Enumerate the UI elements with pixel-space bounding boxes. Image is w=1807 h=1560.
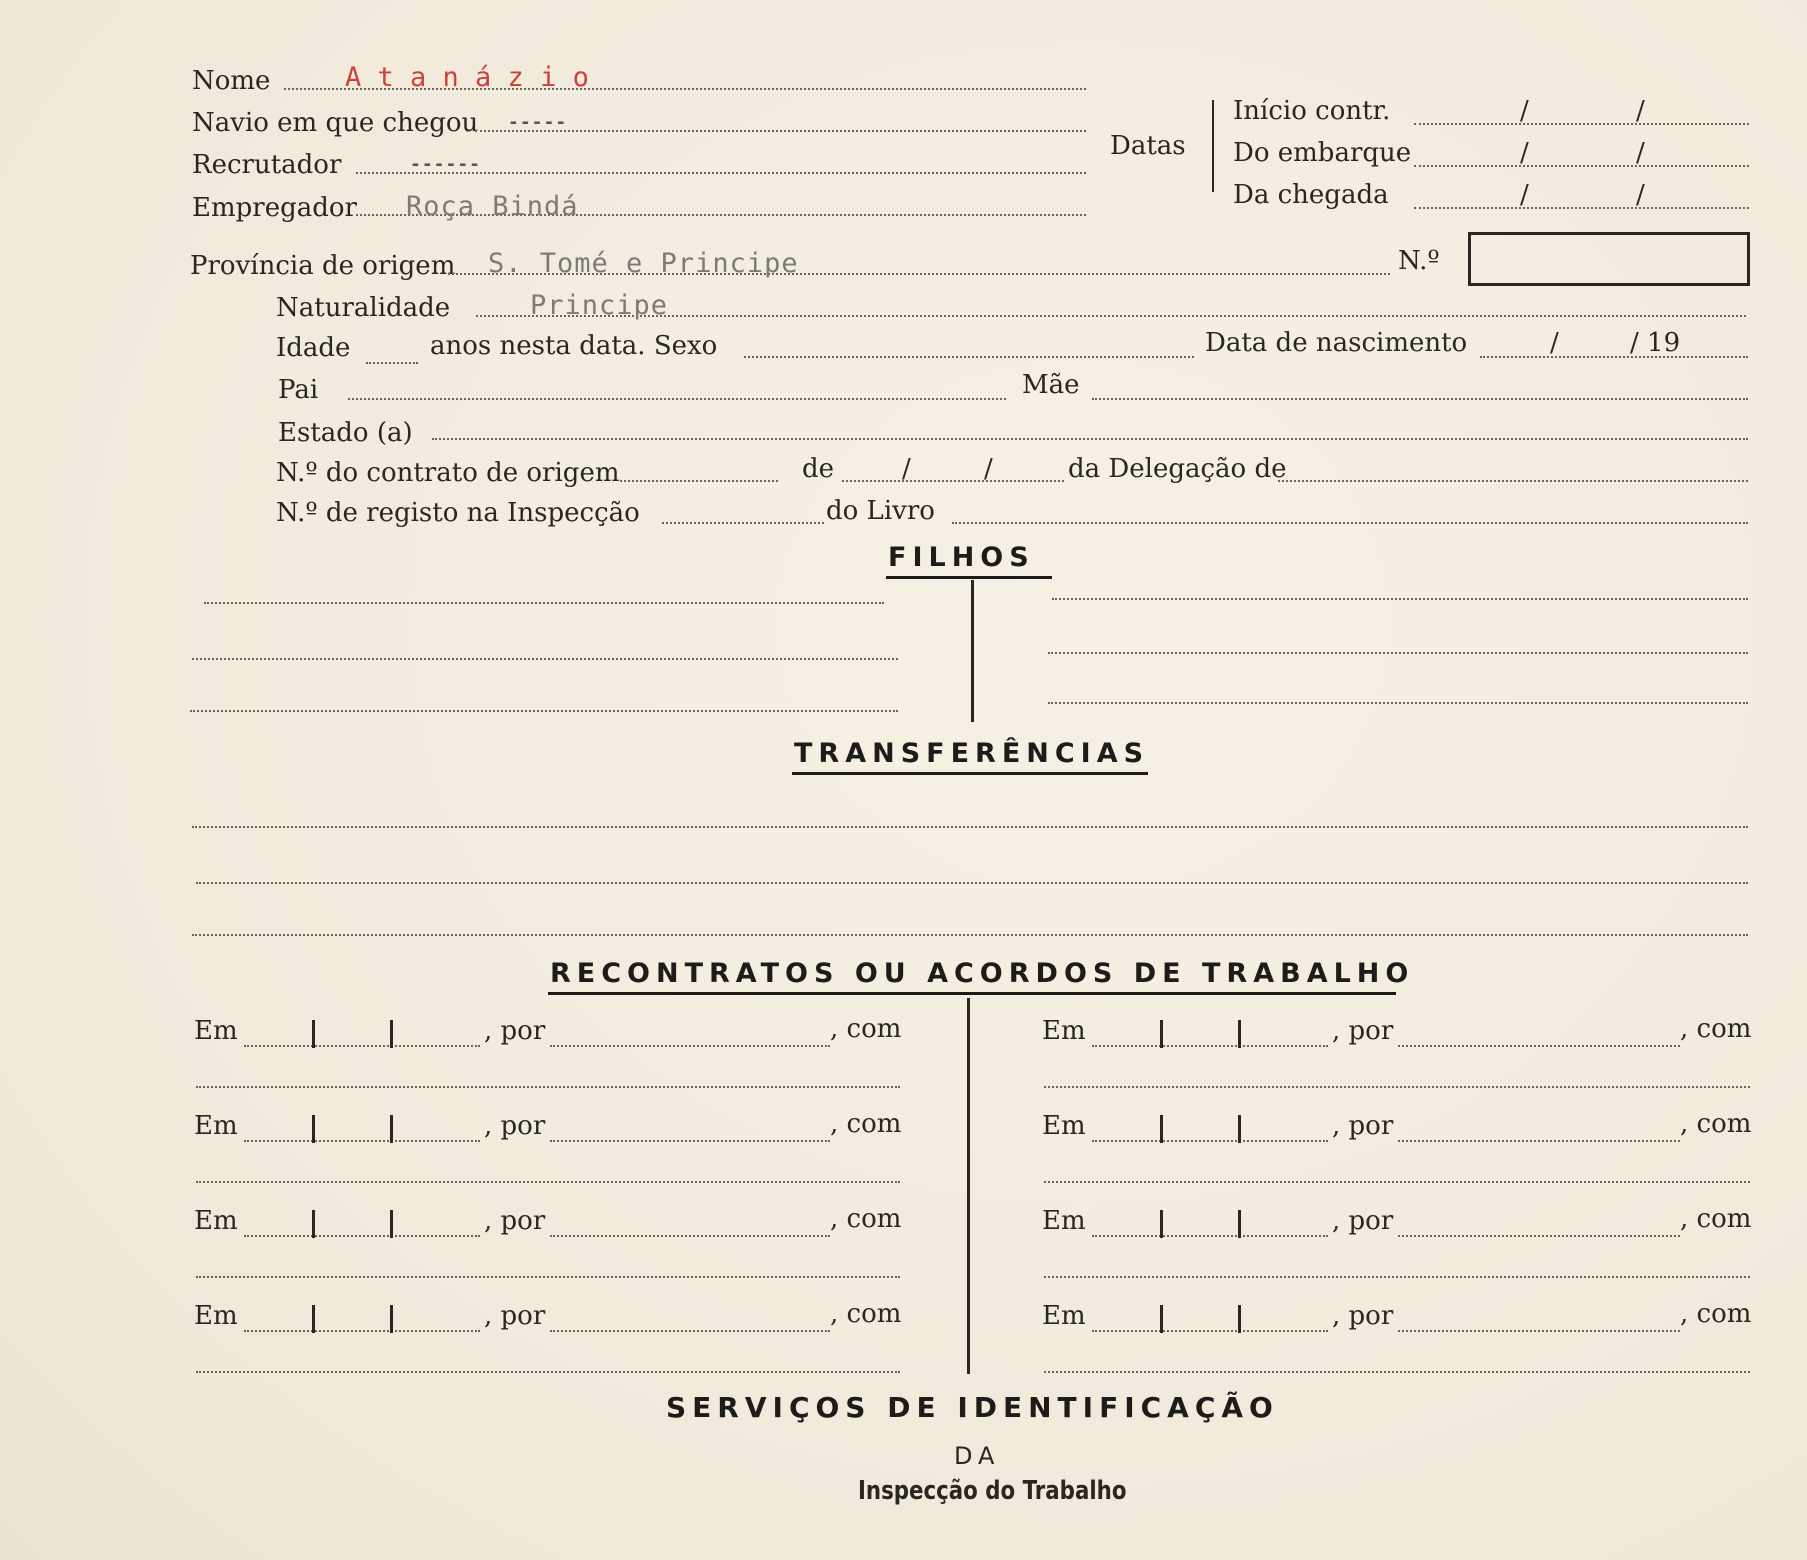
registo-line xyxy=(662,522,824,524)
recontrato-em-left-3: Em xyxy=(194,1206,238,1236)
recontratos-underline xyxy=(548,992,1396,995)
recontrato-sep-2-right-3 xyxy=(1238,1210,1241,1238)
contrato-slash-2: / xyxy=(984,454,993,484)
estado-line xyxy=(432,438,1748,440)
datas-embarque-line xyxy=(1414,165,1749,167)
delegacao-label: da Delegação de xyxy=(1068,454,1287,484)
datas-label: Datas xyxy=(1110,131,1186,161)
footer-title: SERVIÇOS DE IDENTIFICAÇÃO xyxy=(666,1391,1279,1424)
naturalidade-value: Principe xyxy=(530,290,669,321)
datas-inicio-slash-2: / xyxy=(1636,96,1645,126)
recrutador-value: ------ xyxy=(410,154,482,175)
recontrato-sep-1-left-3 xyxy=(312,1210,315,1238)
recontrato-em-left-4: Em xyxy=(194,1301,238,1331)
nascimento-year: / 19 xyxy=(1630,328,1681,358)
recontrato-sep-1-right-2 xyxy=(1160,1115,1163,1143)
recontrato-por-left-1: , por xyxy=(484,1016,546,1046)
recontrato-por-line-left-4 xyxy=(550,1330,830,1332)
recontrato-sep-1-right-4 xyxy=(1160,1305,1163,1333)
recontrato-com-right-3: , com xyxy=(1680,1204,1752,1234)
recontrato-por-left-3: , por xyxy=(484,1206,546,1236)
estado-label: Estado (a) xyxy=(278,418,413,448)
recontrato-por-right-4: , por xyxy=(1332,1301,1394,1331)
anos-sexo-label: anos nesta data. Sexo xyxy=(430,331,718,361)
provincia-label: Província de origem xyxy=(190,251,456,281)
recontrato-em-right-3: Em xyxy=(1042,1206,1086,1236)
mae-line xyxy=(1092,398,1748,400)
registo-label: N.º de registo na Inspecção xyxy=(276,498,640,528)
recontrato-date-line-right-4 xyxy=(1092,1330,1328,1332)
recontrato-por-right-3: , por xyxy=(1332,1206,1394,1236)
recontrato-extra-line-right-2 xyxy=(1044,1181,1750,1183)
recontrato-em-right-2: Em xyxy=(1042,1111,1086,1141)
footer-org: Inspecção do Trabalho xyxy=(858,1476,1127,1506)
recontrato-por-line-left-2 xyxy=(550,1140,830,1142)
recontrato-date-line-left-2 xyxy=(244,1140,480,1142)
recontrato-com-right-4: , com xyxy=(1680,1299,1752,1329)
contrato-slash-1: / xyxy=(902,454,911,484)
recontrato-extra-line-left-4 xyxy=(196,1371,900,1373)
transferencias-line-3 xyxy=(192,934,1748,936)
recontrato-por-line-right-4 xyxy=(1398,1330,1680,1332)
mae-label: Mãe xyxy=(1022,370,1080,400)
datas-chegada-line xyxy=(1414,207,1749,209)
nome-label: Nome xyxy=(192,66,271,96)
contrato-de-label: de xyxy=(802,454,835,484)
recontrato-extra-line-left-1 xyxy=(196,1086,900,1088)
recontrato-extra-line-right-4 xyxy=(1044,1371,1750,1373)
recontrato-extra-line-left-3 xyxy=(196,1276,900,1278)
numero-label: N.º xyxy=(1398,246,1440,276)
filhos-line-left-2 xyxy=(192,658,898,660)
recontrato-extra-line-right-1 xyxy=(1044,1086,1750,1088)
filhos-line-left-3 xyxy=(190,710,898,712)
recontrato-sep-1-left-1 xyxy=(312,1020,315,1048)
navio-label: Navio em que chegou xyxy=(192,108,479,138)
numero-box xyxy=(1468,232,1750,286)
recontrato-por-line-right-3 xyxy=(1398,1235,1680,1237)
idade-line xyxy=(366,362,418,364)
nascimento-line xyxy=(1480,356,1748,358)
recontrato-por-right-2: , por xyxy=(1332,1111,1394,1141)
recontrato-date-line-left-3 xyxy=(244,1235,480,1237)
recontrato-sep-1-left-2 xyxy=(312,1115,315,1143)
recontrato-sep-1-right-1 xyxy=(1160,1020,1163,1048)
recontrato-sep-2-left-3 xyxy=(390,1210,393,1238)
empregador-value: Roça Bindá xyxy=(406,191,579,222)
datas-embarque-slash-1: / xyxy=(1520,138,1529,168)
transferencias-line-1 xyxy=(192,826,1748,828)
recontrato-extra-line-right-3 xyxy=(1044,1276,1750,1278)
transferencias-heading: TRANSFERÊNCIAS xyxy=(794,738,1150,769)
recontrato-sep-2-left-4 xyxy=(390,1305,393,1333)
filhos-heading: FILHOS xyxy=(888,542,1035,573)
filhos-line-left-1 xyxy=(204,602,884,604)
recontrato-com-left-2: , com xyxy=(830,1109,902,1139)
datas-chegada-slash-1: / xyxy=(1520,180,1529,210)
recontrato-date-line-left-4 xyxy=(244,1330,480,1332)
recontratos-heading: RECONTRATOS OU ACORDOS DE TRABALHO xyxy=(550,958,1415,989)
filhos-line-right-3 xyxy=(1048,702,1748,704)
recontrato-com-right-1: , com xyxy=(1680,1014,1752,1044)
recontrato-com-left-4: , com xyxy=(830,1299,902,1329)
transferencias-line-2 xyxy=(196,882,1748,884)
filhos-divider xyxy=(971,580,974,722)
recontrato-por-line-right-2 xyxy=(1398,1140,1680,1142)
recrutador-label: Recrutador xyxy=(192,150,342,180)
recontratos-divider xyxy=(967,998,970,1374)
empregador-label: Empregador xyxy=(192,193,357,223)
recontrato-com-left-3: , com xyxy=(830,1204,902,1234)
recontrato-extra-line-left-2 xyxy=(196,1181,900,1183)
recontrato-com-right-2: , com xyxy=(1680,1109,1752,1139)
recontrato-date-line-right-2 xyxy=(1092,1140,1328,1142)
navio-value: ----- xyxy=(508,112,568,133)
recontrato-date-line-right-3 xyxy=(1092,1235,1328,1237)
livro-label: do Livro xyxy=(826,496,935,526)
filhos-line-right-2 xyxy=(1048,652,1748,654)
nascimento-label: Data de nascimento xyxy=(1205,328,1468,358)
datas-inicio-line xyxy=(1414,123,1749,125)
delegacao-line xyxy=(1278,480,1748,482)
pai-line xyxy=(348,398,1006,400)
datas-embarque-slash-2: / xyxy=(1636,138,1645,168)
nome-value: A t a n á z i o xyxy=(345,62,589,93)
idade-label: Idade xyxy=(276,333,351,363)
nascimento-slash: / xyxy=(1550,328,1559,358)
filhos-underline xyxy=(886,576,1052,579)
recontrato-por-line-left-3 xyxy=(550,1235,830,1237)
datas-embarque-label: Do embarque xyxy=(1233,138,1412,168)
recontrato-sep-2-right-4 xyxy=(1238,1305,1241,1333)
recontrato-date-line-left-1 xyxy=(244,1045,480,1047)
datas-inicio-slash-1: / xyxy=(1520,96,1529,126)
recontrato-sep-2-right-2 xyxy=(1238,1115,1241,1143)
recontrato-por-line-right-1 xyxy=(1398,1045,1680,1047)
livro-line xyxy=(952,522,1748,524)
recontrato-com-left-1: , com xyxy=(830,1014,902,1044)
recontrato-por-line-left-1 xyxy=(550,1045,830,1047)
recontrato-em-left-1: Em xyxy=(194,1016,238,1046)
transferencias-underline xyxy=(792,772,1148,775)
datas-brace xyxy=(1212,100,1224,192)
recontrato-em-right-1: Em xyxy=(1042,1016,1086,1046)
recontrato-date-line-right-1 xyxy=(1092,1045,1328,1047)
footer-da: DA xyxy=(954,1442,1001,1470)
recontrato-em-left-2: Em xyxy=(194,1111,238,1141)
sexo-line xyxy=(744,356,1194,358)
recontrato-sep-2-left-2 xyxy=(390,1115,393,1143)
recontrato-sep-2-right-1 xyxy=(1238,1020,1241,1048)
datas-chegada-slash-2: / xyxy=(1636,180,1645,210)
filhos-line-right-1 xyxy=(1052,598,1748,600)
contrato-line xyxy=(620,480,778,482)
contrato-date-line xyxy=(842,480,1064,482)
recontrato-sep-2-left-1 xyxy=(390,1020,393,1048)
naturalidade-label: Naturalidade xyxy=(276,293,451,323)
datas-inicio-label: Início contr. xyxy=(1233,96,1391,126)
recontrato-em-right-4: Em xyxy=(1042,1301,1086,1331)
contrato-label: N.º do contrato de origem xyxy=(276,458,620,488)
pai-label: Pai xyxy=(278,375,319,405)
recontrato-sep-1-left-4 xyxy=(312,1305,315,1333)
recontrato-por-left-2: , por xyxy=(484,1111,546,1141)
provincia-value: S. Tomé e Principe xyxy=(488,248,799,279)
recontrato-por-left-4: , por xyxy=(484,1301,546,1331)
recontrato-por-right-1: , por xyxy=(1332,1016,1394,1046)
recontrato-sep-1-right-3 xyxy=(1160,1210,1163,1238)
datas-chegada-label: Da chegada xyxy=(1233,180,1389,210)
